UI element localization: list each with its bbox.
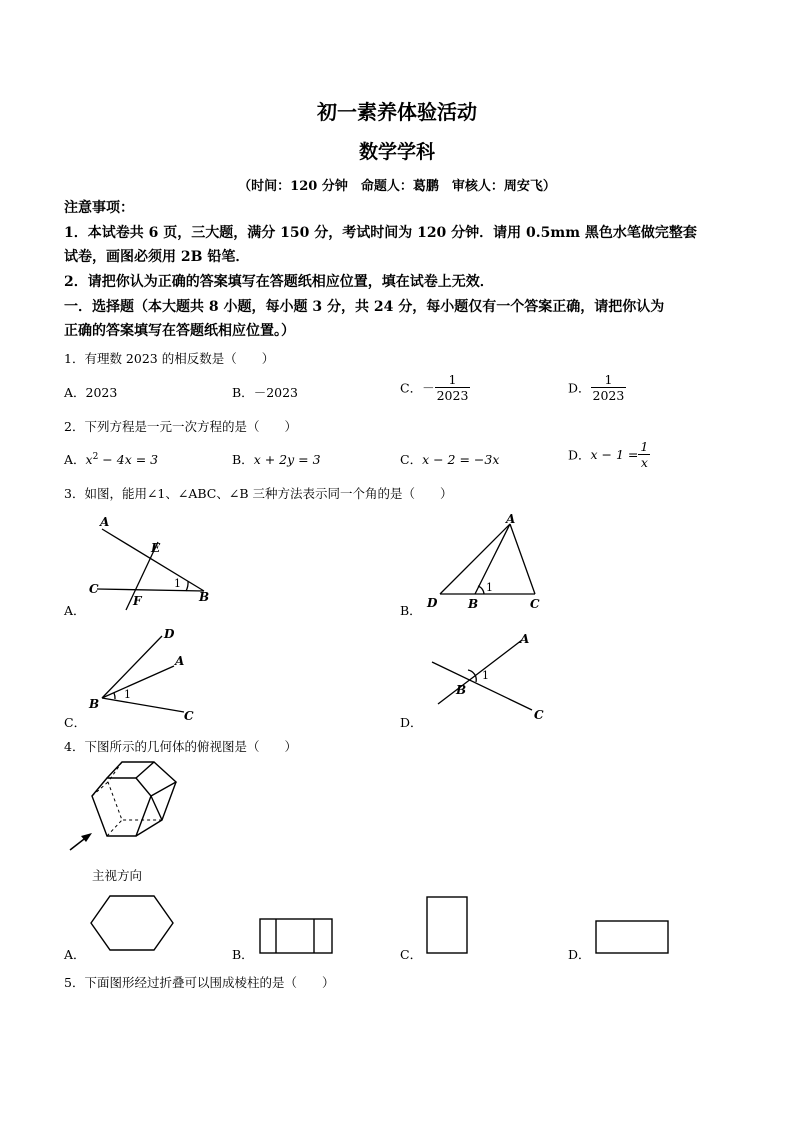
question-4-stem: 4．下图所示的几何体的俯视图是（ ） (64, 739, 297, 754)
q1-option-d-numerator: 1 (591, 372, 627, 388)
q1-option-c-sign: － (422, 380, 435, 396)
q4-solid-side-edge (151, 796, 162, 820)
q2-option-a-label: A． (64, 452, 86, 467)
q1-option-d-denominator: 2023 (592, 388, 625, 403)
q1-option-b-text: －2023 (253, 385, 298, 400)
q3-figure-d (420, 630, 560, 726)
q3d-label-1: 1 (482, 669, 489, 682)
q2-option-b (232, 450, 321, 468)
q4-option-a-hexagon (88, 893, 178, 953)
q3d-label-c: C (534, 708, 544, 722)
q3c-line-bc (102, 698, 184, 712)
q3b-label-c: C (530, 597, 540, 611)
question-2-stem: 2．下列方程是一元一次方程的是（ ） (64, 419, 297, 434)
q1-option-c-denominator: 2023 (436, 388, 469, 403)
q3d-label-a: A (520, 632, 530, 646)
notice-item-1-cont: 试卷，画图必须用 2B 铅笔． (64, 249, 250, 265)
q3-option-d-label: D． (400, 715, 423, 730)
q1-option-a (64, 383, 117, 401)
section-1-heading-cont: 正确的答案填写在答题纸相应位置。） (64, 323, 295, 339)
question-1-stem: 1．有理数 2023 的相反数是（ ） (64, 351, 275, 366)
q3a-label-c: C (89, 582, 99, 596)
q3a-angle-arc (186, 581, 188, 591)
question-5-stem: 5．下面图形经过折叠可以围成棱柱的是（ ） (64, 975, 335, 990)
q4-solid-top-edge (136, 762, 154, 778)
q3d-label-b: B (456, 683, 467, 697)
q1-option-b-label: B． (232, 385, 254, 400)
q3a-label-f: F (133, 594, 142, 608)
q3b-label-d: D (427, 596, 438, 610)
q2-option-c-label: C． (400, 452, 423, 467)
q3-figure-b (420, 512, 560, 612)
q2-option-d-eq: x − 1 = (590, 447, 639, 462)
section-1-heading: 一．选择题（本大题共 8 小题，每小题 3 分，共 24 分，每小题仅有一个答案正确，请把你认为 (64, 299, 665, 315)
q2-option-d-numerator: 1 (640, 439, 649, 454)
q3c-label-c: C (184, 709, 194, 723)
q3a-label-b: B (199, 590, 210, 604)
q1-option-a-label: A． (64, 385, 86, 400)
q3c-line-bd (102, 636, 162, 698)
q3a-label-e: E (151, 541, 161, 555)
q4-solid-figure (64, 756, 194, 856)
q3-option-b-label: B． (400, 603, 422, 618)
q2-option-d-denominator: x (640, 455, 648, 470)
q4-option-d-rectangle (594, 919, 672, 955)
q4-solid-back-edges (107, 762, 176, 796)
q4-option-c-label: C． (400, 947, 423, 962)
q4-solid-hidden-edges (108, 762, 162, 820)
q3b-label-a: A (506, 512, 516, 526)
q3c-label-d: D (164, 628, 175, 641)
q2-option-a-eq-x: x (85, 452, 93, 467)
q3c-label-b: B (89, 697, 100, 711)
exam-title: 初一素养体验活动 (317, 100, 477, 124)
q2-option-d (568, 439, 650, 470)
q2-option-d-fraction (638, 439, 650, 470)
q3-figure-c (84, 628, 204, 724)
q4-solid-front-face (92, 778, 151, 836)
q1-option-c-numerator: 1 (435, 372, 471, 388)
q3-figure-a (84, 514, 214, 614)
q4-option-c-rectangle (425, 895, 471, 957)
q3c-angle-arc (114, 693, 115, 699)
q3c-label-a: A (175, 654, 185, 668)
q1-option-b (232, 383, 298, 401)
q1-option-c (400, 372, 470, 403)
q3-option-a-label: A． (64, 603, 86, 618)
q3c-line-ba (102, 666, 174, 698)
q2-option-a-exponent: 2 (92, 451, 99, 462)
q4-solid-hidden-edge-2 (107, 820, 122, 836)
q3b-line-ac (510, 524, 535, 594)
notice-heading: 注意事项： (64, 200, 134, 216)
q3a-label-a: A (100, 515, 110, 529)
q4-solid-right-edges (136, 782, 176, 836)
q2-option-d-label: D． (568, 447, 591, 463)
question-3-stem: 3．如图，能用∠1、∠ABC、∠B 三种方法表示同一个角的是（ ） (64, 486, 453, 501)
q2-option-b-eq: x + 2y = 3 (253, 452, 321, 467)
q4-option-d-label: D． (568, 947, 591, 962)
q4-option-b-label: B． (232, 947, 254, 962)
view-direction-arrow (70, 833, 92, 850)
q3-option-c-label: C． (64, 715, 87, 730)
q2-option-a (64, 450, 158, 468)
q1-option-c-label: C． (400, 380, 423, 396)
q1-option-a-text: 2023 (85, 385, 118, 400)
q2-option-c (400, 450, 499, 468)
notice-item-1: 1．本试卷共 6 页，三大题，满分 150 分，考试时间为 120 分钟．请用 0.5mm 黑色水笔做完整套 (64, 225, 697, 241)
q2-option-b-label: B． (232, 452, 254, 467)
q1-option-c-fraction (435, 372, 471, 403)
q2-option-c-eq: x − 2 = −3x (422, 452, 500, 467)
q3a-label-1: 1 (174, 577, 181, 590)
q3b-line-da (440, 524, 510, 594)
notice-item-2: 2．请把你认为正确的答案填写在答题纸相应位置，填在试卷上无效． (64, 274, 494, 290)
q1-option-d-label: D． (568, 380, 591, 396)
q3d-line-ba (438, 640, 522, 704)
view-direction-label: 主视方向 (92, 868, 143, 883)
q3c-label-1: 1 (124, 688, 131, 701)
exam-info: （时间：120 分钟 命题人：葛鹏 审核人：周安飞） (238, 179, 556, 194)
q1-option-d-fraction (591, 372, 627, 403)
q1-option-d (568, 372, 626, 403)
q4-option-a-label: A． (64, 947, 86, 962)
q3b-label-1: 1 (486, 581, 493, 594)
subject-title: 数学学科 (358, 141, 435, 163)
q3a-line-cb (97, 589, 204, 591)
q2-option-a-eq-rest: − 4x = 3 (98, 452, 159, 467)
q4-option-b-rectangles (258, 917, 336, 955)
q3b-label-b: B (468, 597, 479, 611)
